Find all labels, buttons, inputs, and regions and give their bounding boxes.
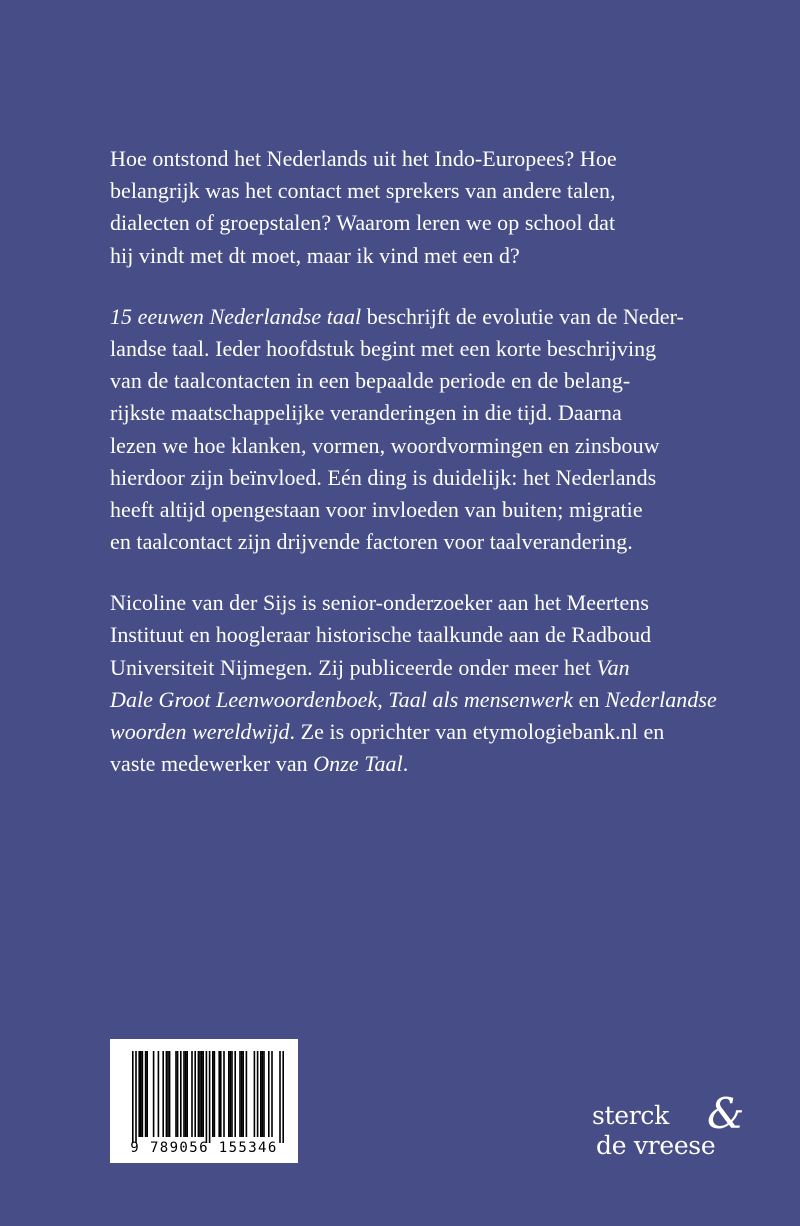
isbn-barcode — [110, 1039, 298, 1163]
barcode-bar — [263, 1051, 265, 1137]
text-segment: en taalcontact zijn drijvende factoren voor taalverandering. — [110, 529, 633, 555]
italic-text-segment: Van — [596, 654, 630, 680]
barcode-bar — [212, 1051, 214, 1137]
barcode-bar — [166, 1051, 168, 1137]
barcode-bar — [242, 1051, 244, 1137]
text-line — [110, 526, 670, 558]
barcode-bar — [262, 1051, 264, 1137]
text-segment: Hoe ontstond het Nederlands uit het Indo-Europees? Hoe — [110, 146, 617, 171]
barcode-bar — [199, 1051, 201, 1137]
text-line — [110, 301, 684, 333]
barcode-bar — [180, 1051, 182, 1137]
barcode-bar — [145, 1051, 147, 1137]
text-segment: belangrijk was het contact met sprekers van andere talen, — [110, 178, 616, 204]
text-segment: heeft altijd opengestaan voor invloeden van buiten; migratie — [110, 496, 643, 522]
text-segment: hierdoor zijn beïnvloed. Eén ding is duidelijk: het Nederlands — [110, 464, 657, 490]
barcode-bar — [260, 1051, 262, 1137]
barcode-bar — [146, 1051, 148, 1137]
text-segment: hij vindt met dt moet, maar ik vind met een d? — [110, 242, 520, 268]
barcode-bar — [223, 1051, 225, 1137]
text-segment: en — [573, 686, 606, 712]
text-line — [110, 494, 670, 526]
barcode-bar — [234, 1051, 236, 1137]
text-line — [110, 240, 670, 272]
barcode-bar — [271, 1051, 273, 1137]
barcode-bar — [175, 1051, 177, 1137]
paragraph-3 — [110, 587, 717, 780]
text-line — [110, 684, 717, 716]
italic-text-segment: Nederlandse — [605, 686, 717, 712]
barcode-bar — [138, 1051, 140, 1137]
barcode-bar — [218, 1051, 220, 1137]
barcode-bar — [209, 1051, 211, 1143]
barcode-bar — [268, 1051, 270, 1137]
barcode-bar — [228, 1051, 230, 1137]
barcode-bar — [202, 1051, 204, 1137]
text-segment: rijkste maatschappelijke veranderingen in die tijd. Daarna — [110, 400, 622, 426]
barcode-bar — [241, 1051, 243, 1137]
paragraph-2 — [110, 301, 684, 559]
barcode-bar — [183, 1051, 185, 1137]
barcode-bar — [169, 1051, 171, 1137]
blurb-text — [110, 143, 717, 809]
isbn-number: 9 789056 155346 — [130, 1140, 278, 1156]
text-segment: beschrijft de evolutie van de Neder- — [361, 303, 684, 329]
italic-text-segment: Dale Groot Leenwoordenboek — [110, 686, 378, 712]
text-line — [110, 397, 670, 429]
barcode-bar — [254, 1051, 256, 1137]
text-segment: , — [377, 686, 389, 712]
barcode-bar — [185, 1051, 187, 1137]
barcode-bar — [191, 1051, 193, 1137]
text-line — [110, 207, 670, 239]
barcode-bar — [231, 1051, 233, 1137]
text-segment: Instituut en hoogleraar historische taalkunde aan de Radboud — [110, 622, 652, 648]
text-segment: . — [402, 751, 409, 777]
barcode-bar — [132, 1051, 134, 1143]
text-segment: Nicoline van der Sijs is senior-onderzoeker aan het Meertens — [110, 590, 649, 616]
text-line — [110, 716, 670, 748]
italic-text-segment: woorden wereldwijd — [110, 719, 290, 744]
barcode-bar — [279, 1051, 281, 1143]
barcode-bar — [230, 1051, 232, 1137]
text-line — [110, 143, 670, 175]
text-line — [110, 333, 670, 365]
barcode-bar — [214, 1051, 216, 1137]
barcode-bar — [140, 1051, 142, 1137]
text-segment: lezen we hoe klanken, vormen, woordvormingen en zinsbouw — [110, 432, 660, 458]
text-line — [110, 430, 670, 462]
barcode-bar — [198, 1051, 200, 1137]
publisher-name-line-2: de vreese — [596, 1131, 716, 1160]
text-segment: landse taal. Ieder hoofdstuk begint met een korte beschrijving — [110, 335, 657, 361]
publisher-ampersand: & — [707, 1089, 745, 1138]
text-line — [110, 652, 670, 684]
text-line — [110, 462, 670, 494]
text-line — [110, 175, 670, 207]
barcode-bar — [194, 1051, 196, 1137]
italic-text-segment: Taal als mensenwerk — [388, 686, 574, 712]
barcode-bar — [201, 1051, 203, 1137]
text-line — [110, 748, 670, 780]
text-segment: Universiteit Nijmegen. Zij publiceerde onder meer het — [110, 654, 597, 680]
barcode-bar — [239, 1051, 241, 1137]
paragraph-1 — [110, 143, 670, 272]
italic-text-segment: 15 eeuwen Nederlandse taal — [110, 303, 362, 329]
barcode-bar — [158, 1051, 160, 1137]
italic-text-segment: Onze Taal — [313, 751, 403, 777]
barcode-bar — [162, 1051, 164, 1137]
barcode-bar — [206, 1051, 208, 1143]
barcode-bar — [153, 1051, 155, 1137]
text-segment: van de taalcontacten in een bepaalde periode en de belang- — [110, 368, 631, 394]
barcode-bar — [177, 1051, 179, 1137]
text-line — [110, 587, 670, 619]
barcode-bar — [257, 1051, 259, 1137]
barcode-bar — [246, 1051, 248, 1137]
text-segment: vaste medewerker van — [110, 751, 314, 777]
text-line — [110, 619, 670, 651]
barcode-bar — [220, 1051, 222, 1137]
text-segment: . Ze is oprichter van etymologiebank.nl en — [289, 719, 665, 744]
text-line — [110, 365, 670, 397]
text-segment: dialecten of groepstalen? Waarom leren we op school dat — [110, 210, 616, 236]
barcode-bar — [282, 1051, 284, 1143]
publisher-logo — [592, 1089, 752, 1163]
publisher-name-line-1: sterck — [592, 1101, 669, 1130]
barcode-bar — [135, 1051, 137, 1143]
barcode-bar — [186, 1051, 188, 1137]
barcode-bar — [167, 1051, 169, 1137]
barcode-bar — [142, 1051, 144, 1137]
